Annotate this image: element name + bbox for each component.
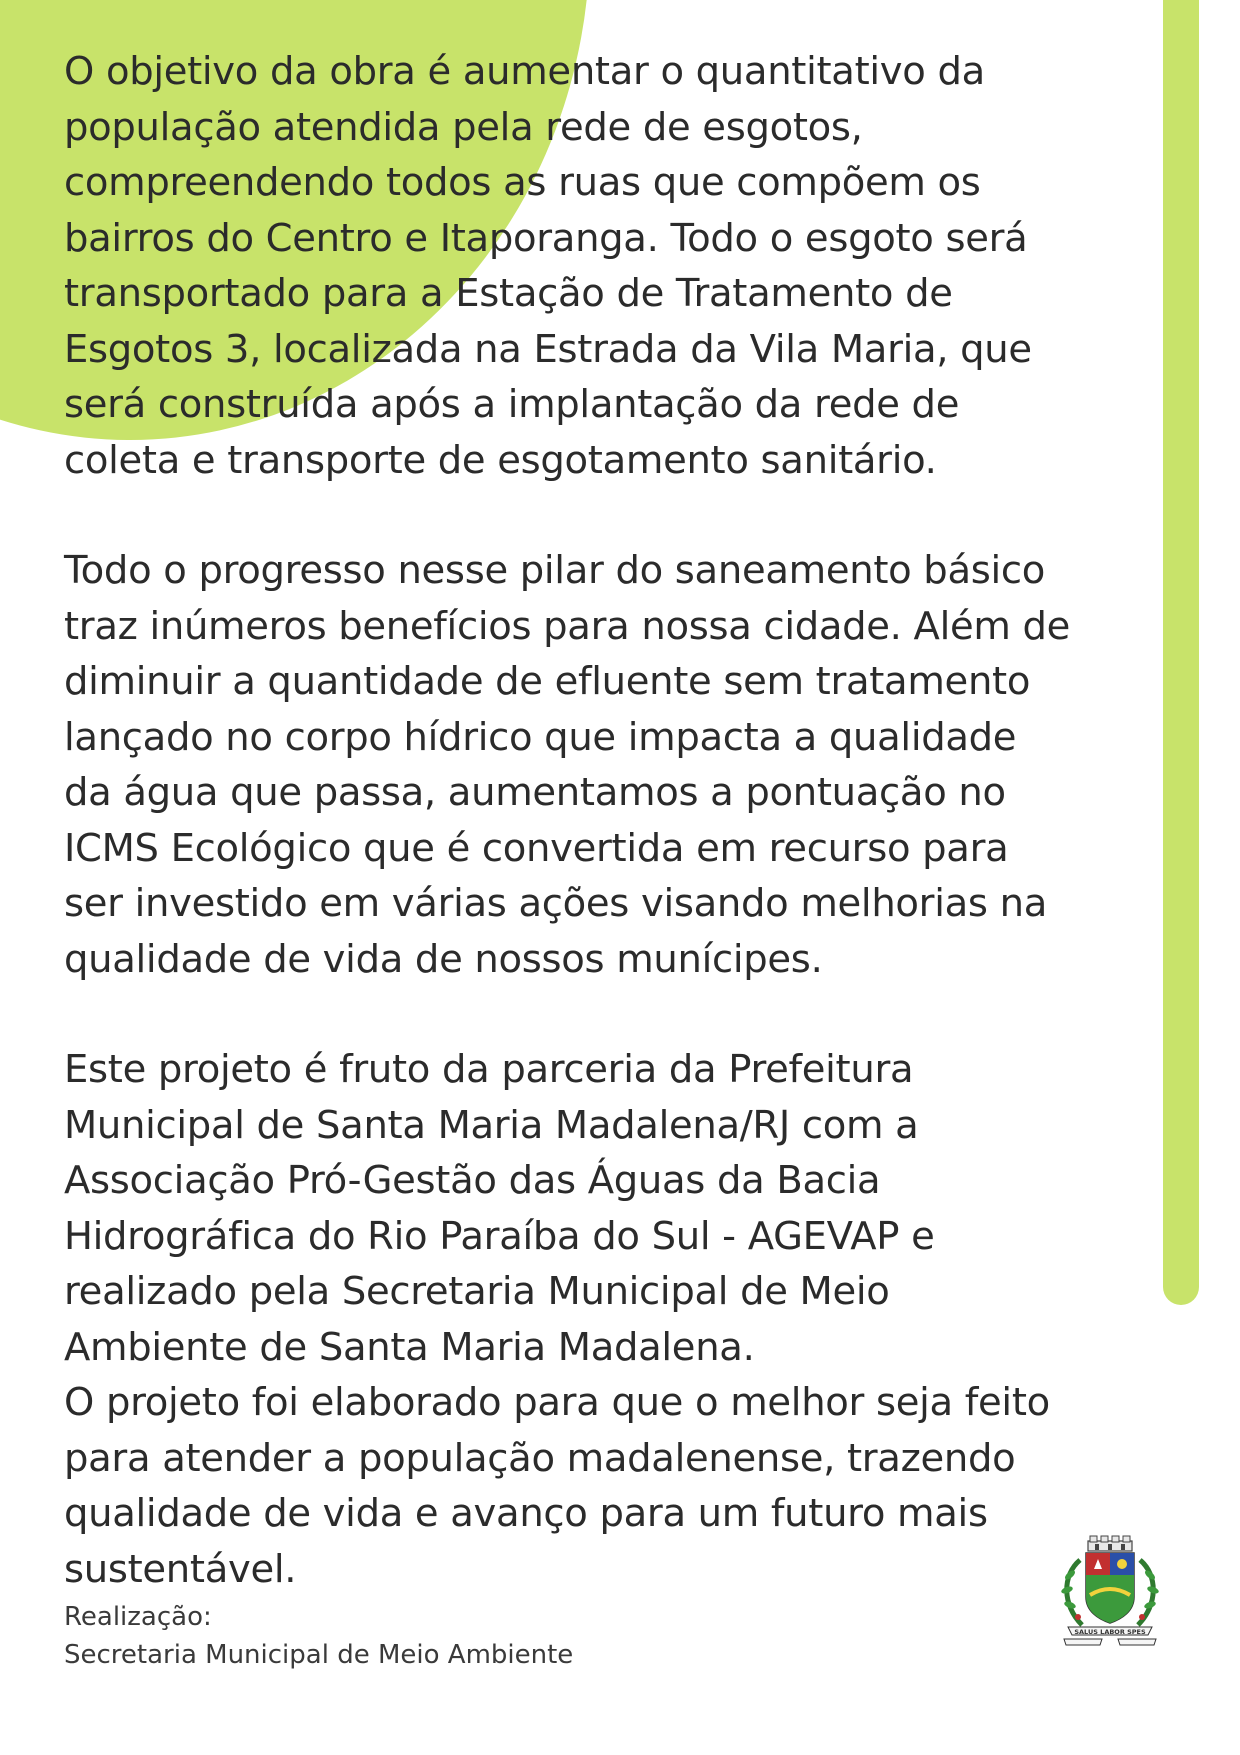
paragraph-benefits: Todo o progresso nesse pilar do saneamento básico traz inúmeros benefícios para nossa cidade. Além de diminuir a quantidade de efluente sem tratamento lançado no corpo hídrico que impacta a qualidade da água que passa, aumentamos a pontuação no ICMS Ecológico que é convertida em recurso para ser investido em várias ações visando melhorias na qualidade de vida de nossos munícipes. (64, 548, 1071, 982)
credits (64, 1598, 573, 1674)
decorative-green-bar (1163, 0, 1199, 1305)
municipal-coat-of-arms-icon (1050, 1535, 1170, 1650)
paragraph-gap (64, 987, 1144, 1042)
paragraph-partnership: Este projeto é fruto da parceria da Prefeitura Municipal de Santa Maria Madalena/RJ com a Associação Pró-Gestão das Águas da Bacia Hidrográfica do Rio Paraíba do Sul - AGEVAP e realizado pela Secretaria Municipal de Meio Ambiente de Santa Maria Madalena. O projeto foi elaborado para que o melhor seja feito para atender a população madalenense, trazendo qualidade de vida e avanço para um futuro mais sustentável. (64, 1047, 1050, 1592)
crest-motto: SALUS LABOR SPES (1074, 1628, 1146, 1636)
credits-label: Realização: (64, 1602, 212, 1632)
paragraph-objective: O objetivo da obra é aumentar o quantitativo da população atendida pela rede de esgotos, compreendendo todos as ruas que compõem os bairros do Centro e Itaporanga. Todo o esgoto será transportado para a Estação de Tratamento de Esgotos 3, localizada na Estrada da Vila Maria, que será construída após a implantação da rede de coleta e transporte de esgotamento sanitário. (64, 49, 1032, 483)
paragraph-gap (64, 488, 1144, 543)
body-text (64, 44, 1144, 1597)
credits-organization: Secretaria Municipal de Meio Ambiente (64, 1640, 574, 1670)
